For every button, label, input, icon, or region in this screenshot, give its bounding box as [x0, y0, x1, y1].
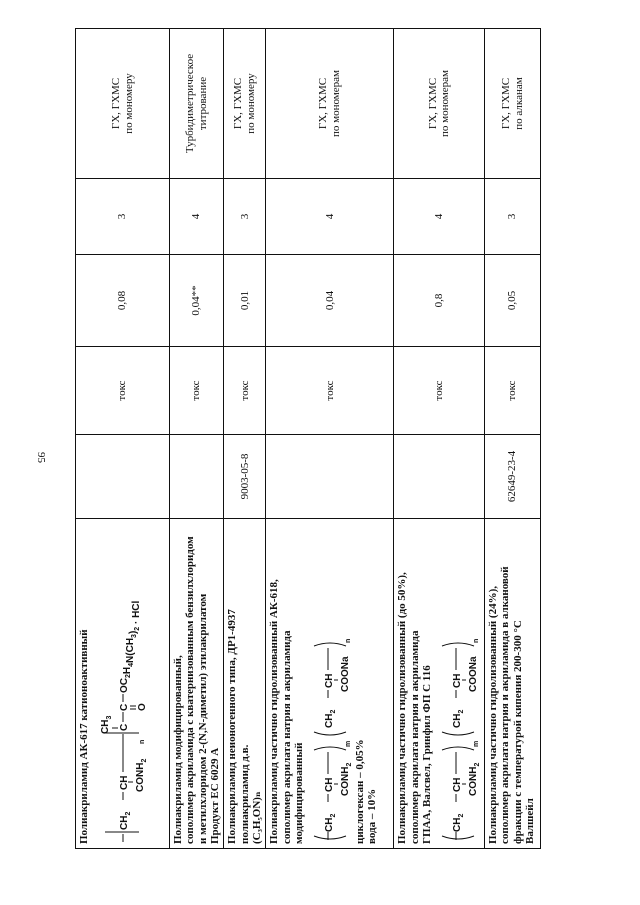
substance-name-line: (C₃H₅ON)ₙ: [250, 791, 263, 844]
substance-name-line: и метилхлоридом 2-(N,N-диметил) этилакрилатом: [196, 593, 209, 844]
hazard-cell: 4: [266, 179, 394, 255]
method-line: ГХ, ГХМС: [317, 77, 330, 130]
substance-name-line: Полиакриламид частично гидролизованный (до 50%),: [396, 572, 409, 844]
value-cell: 0,08: [76, 255, 170, 347]
copolymer-structure-formula: [308, 523, 352, 844]
formula-n: n: [473, 638, 481, 643]
method-line: ГХ, ГХМС: [110, 77, 123, 130]
method-cell: [224, 29, 266, 179]
formula-ch2: $CH_2$: [452, 813, 466, 832]
method-cell: [76, 29, 170, 179]
substance-name-line: модифицированный: [292, 742, 305, 844]
method-line: ГХ, ГХМС: [232, 77, 245, 130]
method-line: титрование: [196, 76, 209, 131]
hazard-cell: 3: [224, 179, 266, 255]
substance-name-cell: [485, 519, 541, 849]
substance-name-line: Полиакриламид неионогенного типа, ДР1-4937: [226, 609, 239, 844]
formula-o: O: [137, 703, 149, 711]
table-row: [224, 29, 266, 849]
substance-name-line: сополимер акрилата натрия и акриламида: [280, 630, 293, 844]
substance-name-cell: [266, 519, 394, 849]
formula-ch3: $CH_3$: [100, 715, 114, 734]
class-cell: токс: [266, 347, 394, 435]
table-row: [76, 29, 170, 849]
formula-ch: CH: [452, 673, 464, 688]
formula-conh2: $CONH_2$: [340, 762, 354, 796]
formula-n: n: [139, 739, 147, 744]
substance-name-line: сополимер акрилата натрия и акриламида: [408, 630, 421, 844]
class-cell: токс: [394, 347, 485, 435]
cas-cell: [394, 435, 485, 519]
method-line: по мономерам: [439, 70, 452, 137]
value-cell: 0,01: [224, 255, 266, 347]
formula-ch2: $CH_2$: [324, 709, 338, 728]
substance-name-line: сополимер акриламида с кватернизованным бензилхлоридом: [184, 536, 197, 844]
component-line: циклогексан – 0,05%: [354, 739, 367, 844]
rotated-table-wrapper: [75, 29, 537, 849]
component-line: вода – 10%: [366, 788, 379, 844]
formula-coona: COONa: [340, 656, 352, 692]
value-cell: 0,8: [394, 255, 485, 347]
substance-name-line: ГПАА, Валсвел, Гринфил ФП С 116: [420, 665, 433, 844]
method-line: по алканам: [512, 77, 525, 130]
method-line: ГХ, ГХМС: [426, 77, 439, 130]
substance-name-line: фракции с температурой кипения 200-300 °С: [511, 620, 524, 844]
method-cell: [170, 29, 224, 179]
page-number: 95: [35, 452, 47, 463]
formula-ch: CH: [324, 673, 336, 688]
value-cell: 0,04**: [170, 255, 224, 347]
hazard-cell: 3: [485, 179, 541, 255]
class-cell: токс: [224, 347, 266, 435]
substance-name-line: полиакриламид д.в.: [238, 744, 251, 844]
method-line: по мономеру: [122, 73, 135, 134]
substance-name-line: Полиакриламид частично гидролизованный АК-618,: [268, 579, 281, 844]
formula-conh2: $CONH_2$: [468, 762, 482, 796]
table-row: [170, 29, 224, 849]
table-row: [394, 29, 485, 849]
method-line: ГХ, ГХМС: [500, 77, 513, 130]
formula-c2: C: [119, 703, 131, 711]
value-cell: 0,05: [485, 255, 541, 347]
formula-ch2: $CH_2$: [324, 813, 338, 832]
formula-n: n: [345, 638, 353, 643]
formula-c1: C: [119, 723, 131, 731]
formula-m: m: [473, 740, 481, 747]
hazard-cell: 3: [76, 179, 170, 255]
cas-cell: [76, 435, 170, 519]
substance-name-line: Полиакриламид частично гидролизованный (24%),: [487, 586, 500, 844]
formula-ch: CH: [452, 777, 464, 792]
substance-name-cell: [76, 519, 170, 849]
formula-ch2: $CH_2$: [119, 811, 133, 830]
cas-cell: 62649-23-4: [485, 435, 541, 519]
ak617-structure-formula: [93, 523, 149, 844]
hazard-cell: 4: [170, 179, 224, 255]
copolymer-structure-formula: [436, 523, 480, 844]
method-cell: [266, 29, 394, 179]
formula-ch: CH: [119, 775, 131, 790]
substances-table: [75, 28, 541, 849]
formula-conh2: $CONH_2$: [135, 758, 149, 792]
substance-name: Полиакриламид АК-617 катионоактивный: [78, 629, 90, 844]
substance-name-cell: [170, 519, 224, 849]
class-cell: токс: [485, 347, 541, 435]
method-cell: [394, 29, 485, 179]
substance-name-cell: [224, 519, 266, 849]
cas-cell: [266, 435, 394, 519]
substance-name-cell: [394, 519, 485, 849]
substance-name-line: Продукт ЕС 6029 А: [208, 747, 221, 844]
substance-name-line: Полиакриламид модифицированный,: [172, 655, 184, 844]
method-line: по мономеру: [244, 73, 257, 134]
method-cell: [485, 29, 541, 179]
table-row: [485, 29, 541, 849]
formula-ch2: $CH_2$: [452, 709, 466, 728]
formula-m: m: [345, 740, 353, 747]
formula-ch: CH: [324, 777, 336, 792]
cas-cell: 9003-05-8: [224, 435, 266, 519]
method-line: по мономерам: [329, 70, 342, 137]
table-row: [266, 29, 394, 849]
value-cell: 0,04: [266, 255, 394, 347]
substance-name-line: Валшейл: [524, 798, 537, 844]
method-line: Турбидиметрическое: [184, 53, 197, 154]
formula-coona: COONa: [468, 656, 480, 692]
hazard-cell: 4: [394, 179, 485, 255]
formula-oc2h4: $OC_2H_4N(CH_3)_2$ · HCl: [119, 600, 143, 693]
substance-name-line: сополимер акрилата натрия и акриламида в алкановой: [499, 566, 512, 844]
class-cell: токс: [170, 347, 224, 435]
class-cell: токс: [76, 347, 170, 435]
cas-cell: [170, 435, 224, 519]
